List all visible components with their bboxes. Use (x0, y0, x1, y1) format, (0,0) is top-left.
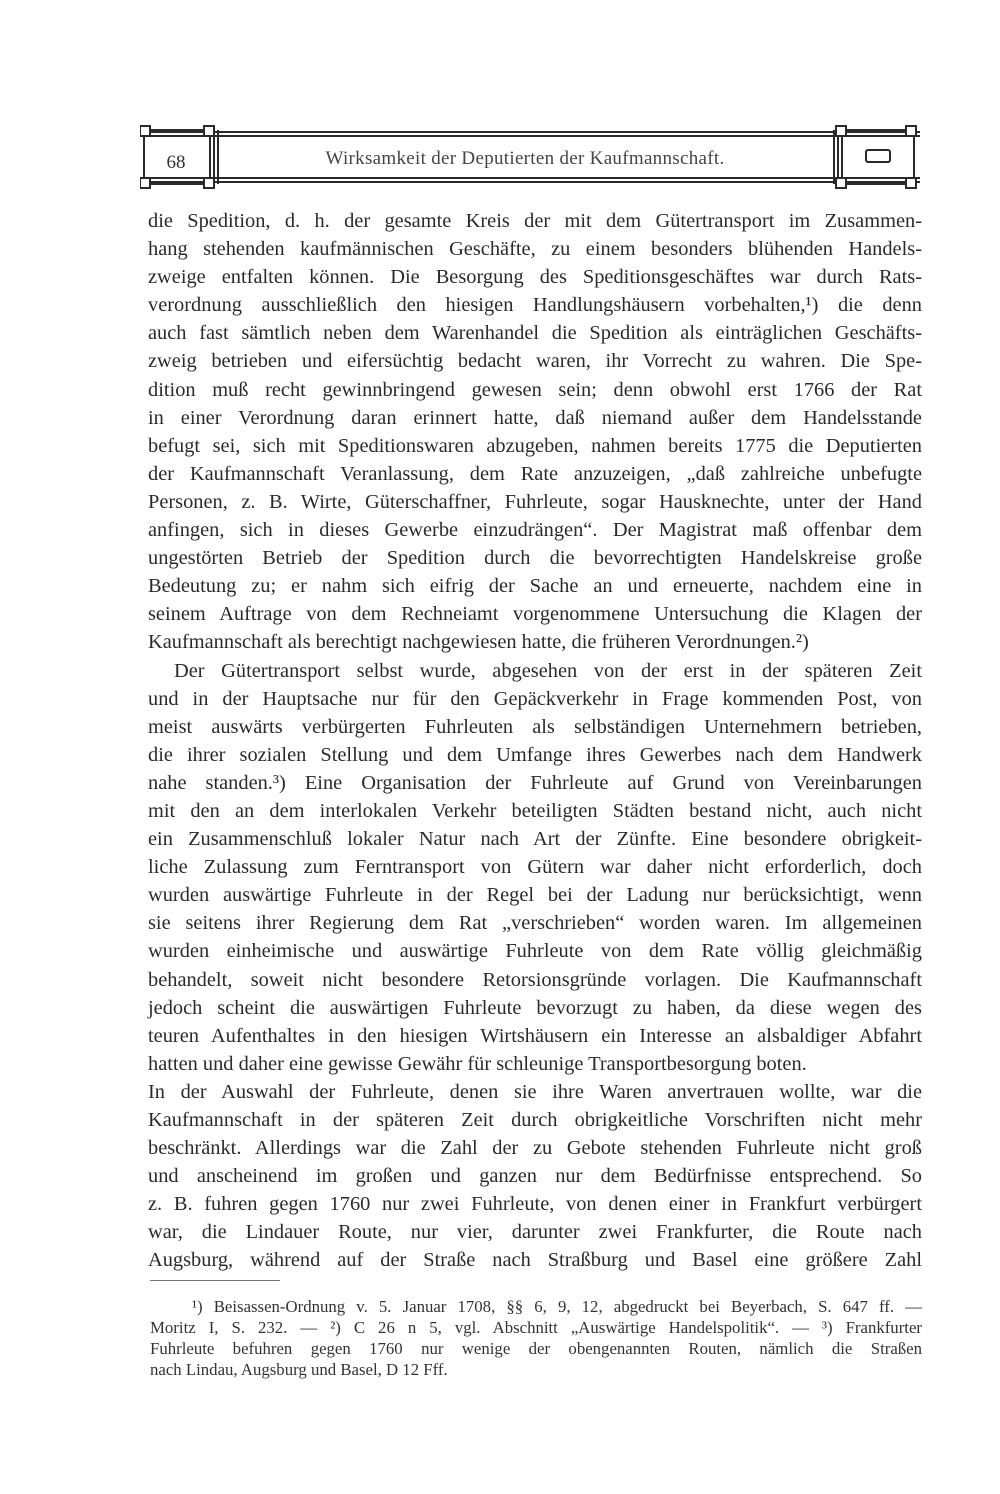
footnote-divider (150, 1280, 280, 1281)
text-line: die ihrer sozialen Stellung und dem Umfange ihres Gewerbes nach dem Handwerk (148, 743, 922, 766)
text-line: seinem Auftrage von dem Rechneiamt vorgenommene Untersuchung die Klagen der (148, 603, 922, 626)
text-line: behandelt, soweit nicht besondere Retorsionsgründe vorlagen. Die Kaufmannschaft (148, 968, 922, 991)
text-line: mit den an dem interlokalen Verkehr beteiligten Städten bestand nicht, auch nicht (148, 799, 922, 822)
text-line: wurden auswärtige Fuhrleute in der Regel bei der Ladung nur berücksichtigt, wenn (148, 884, 922, 907)
text-line: war, die Lindauer Route, nur vier, darunter zwei Frankfurter, die Route nach (148, 1221, 922, 1244)
text-line: befugt sei, sich mit Speditionswaren abzugeben, nahmen bereits 1775 die Deputierten (148, 434, 922, 457)
text-line: dition muß recht gewinnbringend gewesen sein; denn obwohl erst 1766 der Rat (148, 378, 922, 401)
text-line: nahe standen.³) Eine Organisation der Fuhrleute auf Grund von Vereinbarungen (148, 771, 922, 794)
text-line: sie seitens ihrer Regierung dem Rat „verschrieben“ worden waren. Im allgemeinen (148, 912, 922, 935)
text-line: Der Gütertransport selbst wurde, abgesehen von der erst in der späteren Zeit (174, 659, 922, 682)
footnote-line: nach Lindau, Augsburg und Basel, D 12 Fff. (150, 1360, 448, 1379)
text-line: Kaufmannschaft in der späteren Zeit durch obrigkeitliche Vorschriften nicht mehr (148, 1109, 922, 1131)
body-text (148, 207, 922, 1275)
footnotes (150, 1296, 922, 1380)
text-line: anfingen, sich in dieses Gewerbe einzudrängen“. Der Magistrat maß offenbar dem (148, 519, 922, 542)
paragraph-1 (148, 207, 922, 657)
page-number: 68 (166, 152, 186, 173)
text-line: Kaufmannschaft als berechtigt nachgewiesen hatte, die früheren Verordnungen.²) (148, 631, 809, 654)
text-line: In der Auswahl der Fuhrleute, denen sie ihre Waren anvertrauen wollte, war die (148, 1080, 922, 1103)
text-line: die Spedition, d. h. der gesamte Kreis der mit dem Gütertransport im Zusammen- (148, 210, 922, 232)
text-line: hatten und daher eine gewisse Gewähr für schleunige Transportbesorgung boten. (148, 1052, 807, 1075)
text-line: Bedeutung zu; er nahm sich eifrig der Sache an und erneuerte, nachdem eine in (148, 575, 922, 598)
footnote-line: Moritz I, S. 232. — ²) C 26 n 5, vgl. Abschnitt „Auswärtige Handelspolitik“. — ³) Frankfurter (150, 1318, 922, 1337)
paragraph-2 (148, 657, 922, 1275)
text-line: liche Zulassung zum Ferntransport von Gütern war daher nicht erforderlich, doch (148, 856, 922, 879)
text-line: und anscheinend im großen und ganzen nur dem Bedürfnisse entsprechend. So (148, 1165, 922, 1188)
text-line: ungestörten Betrieb der Spedition durch die bevorrechtigten Handelskreise große (148, 547, 922, 570)
text-line: Personen, z. B. Wirte, Güterschaffner, Fuhrleute, sogar Hausknechte, unter der Hand (148, 490, 922, 513)
text-line: zweig betrieben und eifersüchtig bedacht waren, ihr Vorrecht zu wahren. Die Spe- (148, 350, 922, 373)
text-line: z. B. fuhren gegen 1760 nur zwei Fuhrleute, von denen einer in Frankfurt verbürgert (148, 1193, 922, 1216)
text-line: ein Zusammenschluß lokaler Natur nach Art der Zünfte. Eine besondere obrigkeit- (148, 828, 922, 851)
text-line: beschränkt. Allerdings war die Zahl der zu Gebote stehenden Fuhrleute nicht groß (148, 1137, 922, 1160)
text-line: jedoch scheint die auswärtigen Fuhrleute bevorzugt zu haben, da diese wegen des (148, 996, 922, 1019)
footnote-line: ¹) Beisassen-Ordnung v. 5. Januar 1708, §§ 6, 9, 12, abgedruckt bei Beyerbach, S. 647 ff. — (192, 1297, 922, 1316)
text-line: und in der Hauptsache nur für den Gepäckverkehr in Frage kommenden Post, von (148, 687, 922, 710)
text-line: in einer Verordnung daran erinnert hatte, daß niemand außer dem Handelsstande (148, 406, 922, 429)
footnote-line: Fuhrleute befuhren gegen 1760 nur wenige der obengenannten Routen, nämlich die Straßen (150, 1339, 922, 1358)
text-line: der Kaufmannschaft Veranlassung, dem Rate anzuzeigen, „daß zahlreiche unbefugte (148, 462, 922, 485)
text-line: hang stehenden kaufmännischen Geschäfte, zu einem besonders blühenden Handels- (148, 238, 922, 261)
text-line: Augsburg, während auf der Straße nach Straßburg und Basel eine größere Zahl (148, 1249, 922, 1272)
text-line: teuren Aufenthaltes in den hiesigen Wirtshäusern ein Interesse an alsbaldiger Abfahrt (148, 1024, 922, 1047)
text-line: auch fast sämtlich neben dem Warenhandel die Spedition als einträglichen Geschäfts- (148, 322, 922, 345)
running-title: Wirksamkeit der Deputierten der Kaufmannschaft. (325, 148, 725, 169)
text-line: meist auswärts verbürgerten Fuhrleuten als selbständigen Unternehmern betrieben, (148, 715, 922, 738)
text-line: wurden einheimische und auswärtige Fuhrleute von dem Rate völlig gleichmäßig (148, 940, 922, 963)
running-header (140, 122, 920, 192)
text-line: verordnung ausschließlich den hiesigen Handlungshäusern vorbehalten,¹) die denn (148, 294, 922, 317)
text-line: zweige entfalten können. Die Besorgung des Speditionsgeschäftes war durch Rats- (148, 266, 922, 289)
